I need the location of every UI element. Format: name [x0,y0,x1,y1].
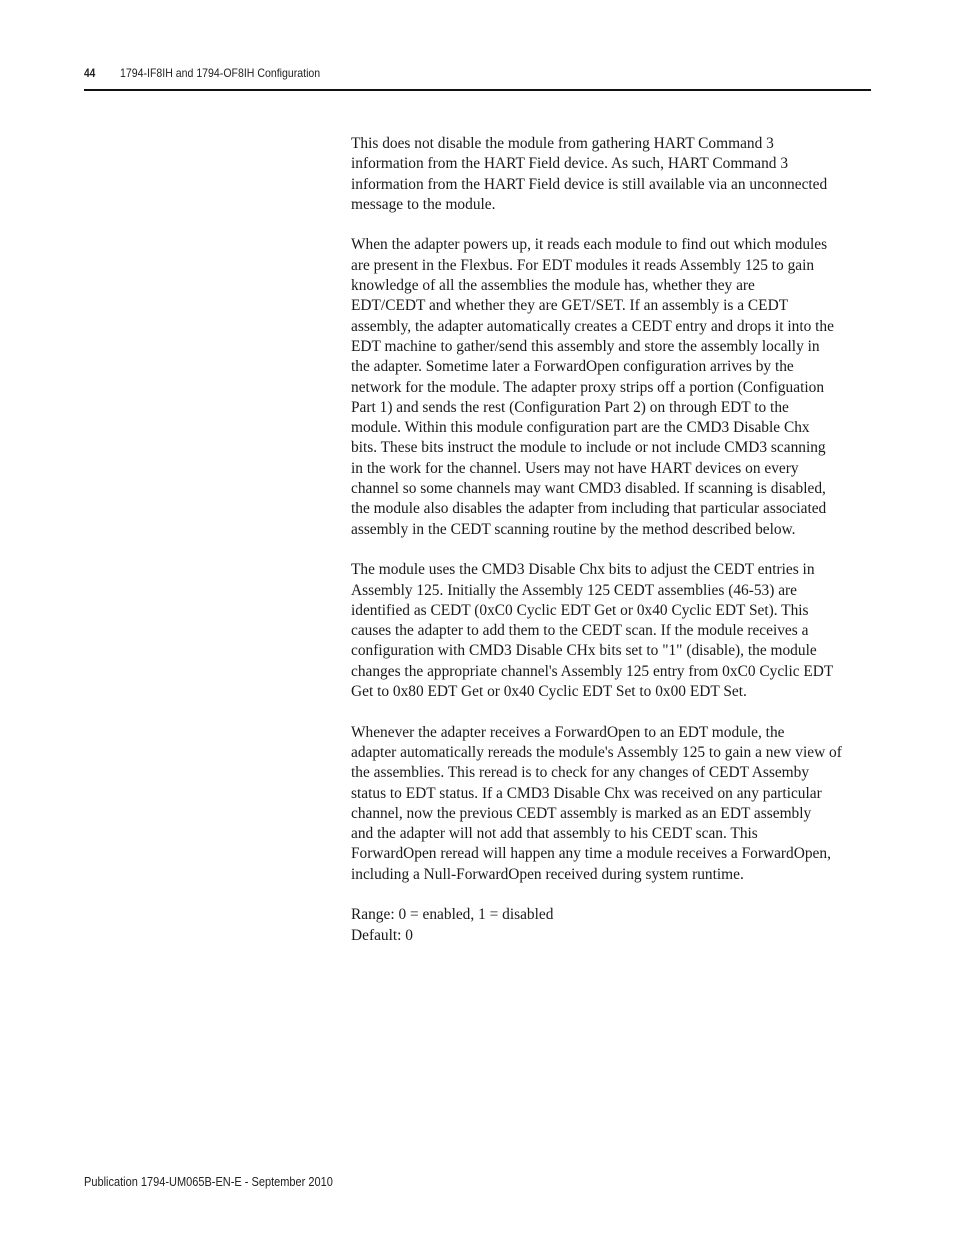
publication-footer: Publication 1794-UM065B-EN-E - September 2010 [84,1175,333,1189]
range-line: Range: 0 = enabled, 1 = disabled [351,906,554,924]
text-line: Get to 0x80 EDT Get or 0x40 Cyclic EDT Set to 0x00 EDT Set. [351,683,747,701]
text-line: assembly, the adapter automatically creates a CEDT entry and drops it into the [351,317,834,335]
page-header [84,66,870,90]
text-line: are present in the Flexbus. For EDT modules it reads Assembly 125 to gain [351,256,815,274]
text-line: This does not disable the module from gathering HART Command 3 [351,135,774,152]
text-line: information from the HART Field device is still available via an unconnected [351,175,828,193]
text-line: bits. These bits instruct the module to include or not include CMD3 scanning [351,439,826,457]
default-line: Default: 0 [351,926,413,944]
body-text [351,134,875,966]
text-line: Whenever the adapter receives a ForwardOpen to an EDT module, the [351,723,785,741]
text-line: information from the HART Field device. As such, HART Command 3 [351,155,789,173]
paragraph-forwardopen-reread [351,723,875,885]
paragraph-adapter-powers-up [351,235,875,539]
text-line: status to EDT status. If a CMD3 Disable Chx was received on any particular [351,784,822,802]
text-line: causes the adapter to add them to the CEDT scan. If the module receives a [351,622,809,640]
text-line: Assembly 125. Initially the Assembly 125 CEDT assemblies (46-53) are [351,581,797,599]
text-line: ForwardOpen reread will happen any time a module receives a ForwardOpen, [351,845,831,863]
text-line: Part 1) and sends the rest (Configuration Part 2) on through EDT to the [351,398,789,416]
text-line: identified as CEDT (0xC0 Cyclic EDT Get or 0x40 Cyclic EDT Set). This [351,601,809,619]
text-line: the module also disables the adapter from including that particular associated [351,500,827,518]
paragraph-cmd3-disable-bits [351,560,875,702]
text-line: adapter automatically rereads the module's Assembly 125 to gain a new view of [351,743,842,761]
text-line: the assemblies. This reread is to check for any changes of CEDT Assemby [351,764,810,782]
text-line: channel, now the previous CEDT assembly is marked as an EDT assembly [351,804,812,822]
text-line: in the work for the channel. Users may not have HART devices on every [351,459,799,477]
page-number: 44 [84,66,96,80]
text-line: The module uses the CMD3 Disable Chx bits to adjust the CEDT entries in [351,561,815,579]
text-line: configuration with CMD3 Disable CHx bits set to "1" (disable), the module [351,642,817,660]
text-line: and the adapter will not add that assembly to his CEDT scan. This [351,825,758,843]
running-title: 1794-IF8IH and 1794-OF8IH Configuration [120,66,321,80]
text-line: including a Null-ForwardOpen received during system runtime. [351,865,744,883]
text-line: message to the module. [351,195,496,213]
text-line: assembly in the CEDT scanning routine by the method described below. [351,520,796,538]
text-line: knowledge of all the assemblies the module has, whether they are [351,277,755,295]
paragraph-hart-command-3 [351,134,875,215]
text-line: the adapter. Sometime later a ForwardOpen configuration arrives by the [351,358,794,376]
text-line: channel so some channels may want CMD3 disabled. If scanning is disabled, [351,480,826,498]
text-line: EDT machine to gather/send this assembly and store the assembly locally in [351,337,820,355]
paragraph-range-default [351,905,875,946]
text-line: module. Within this module configuration part are the CMD3 Disable Chx [351,419,810,437]
text-line: changes the appropriate channel's Assembly 125 entry from 0xC0 Cyclic EDT [351,662,834,680]
text-line: When the adapter powers up, it reads each module to find out which modules [351,236,828,254]
header-rule [84,89,871,91]
text-line: network for the module. The adapter proxy strips off a portion (Configuation [351,378,825,396]
text-line: EDT/CEDT and whether they are GET/SET. If an assembly is a CEDT [351,297,789,315]
